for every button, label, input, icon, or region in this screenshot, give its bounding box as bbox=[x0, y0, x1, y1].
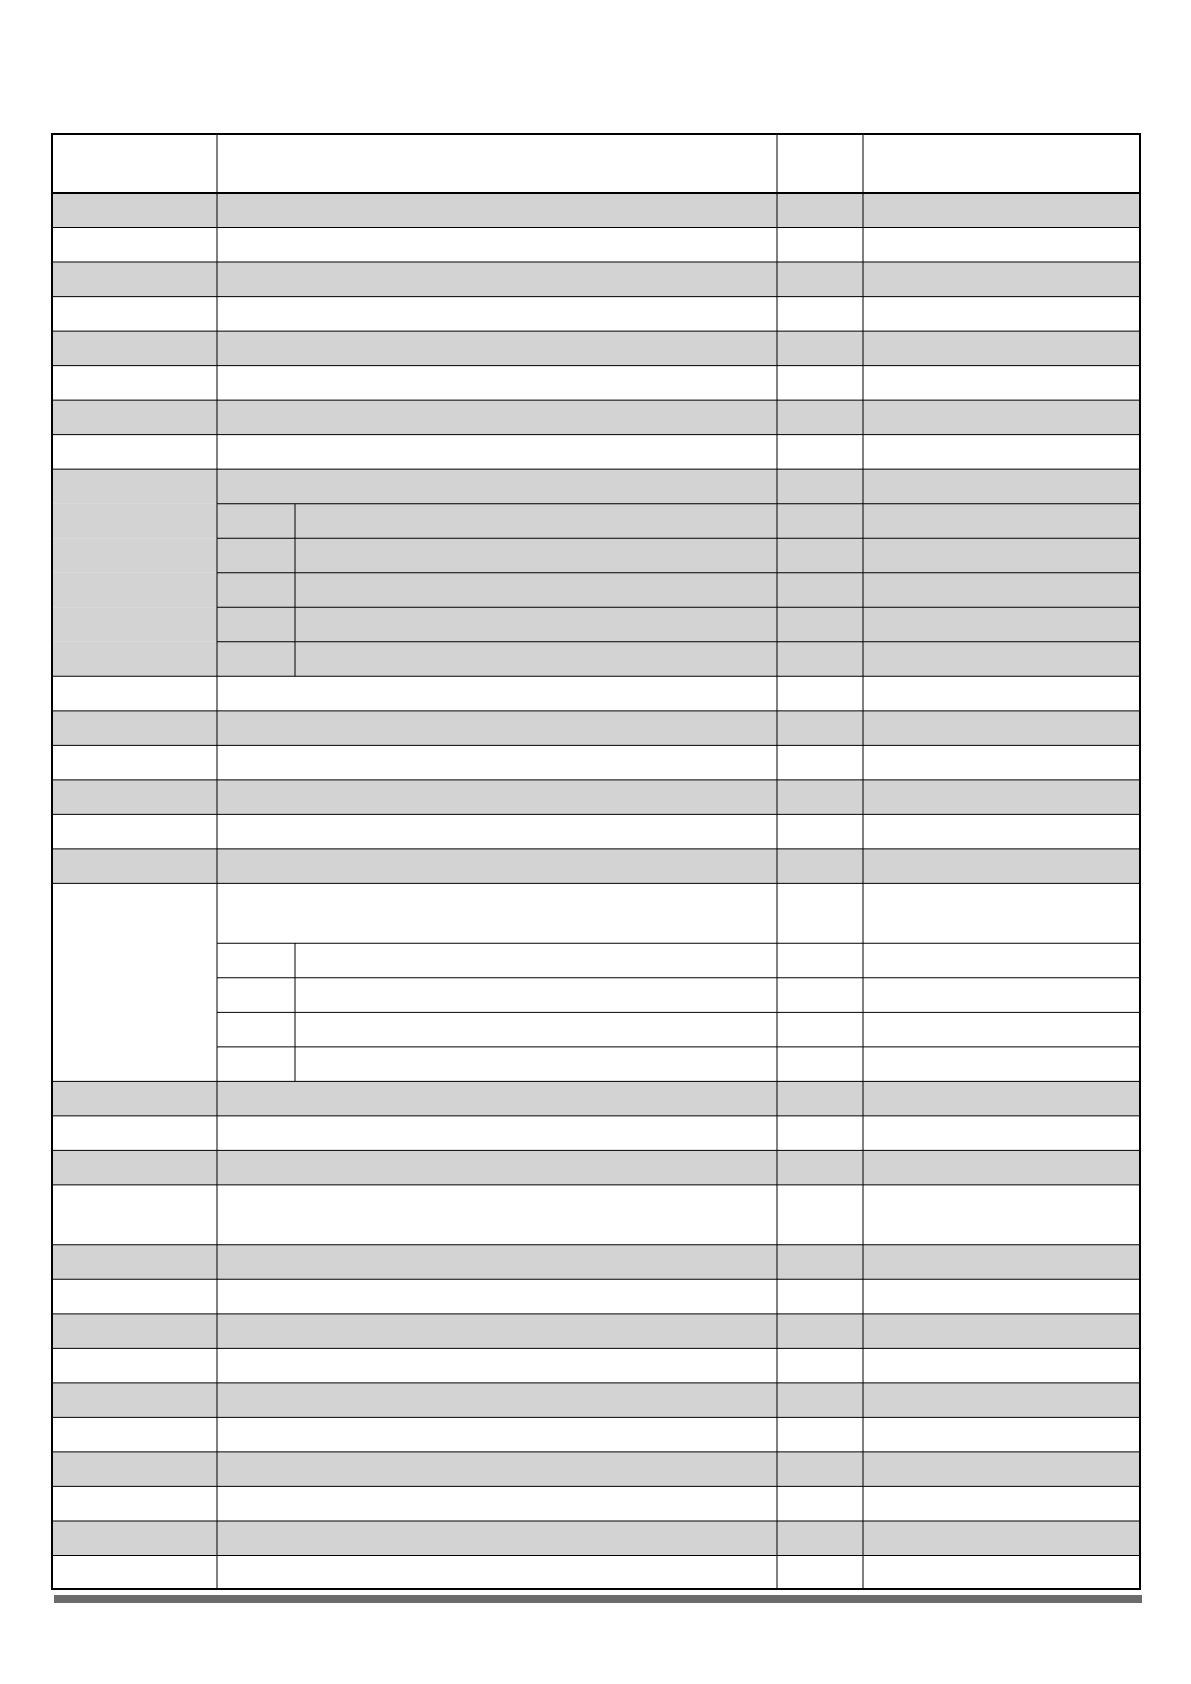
table-row-fill bbox=[51, 573, 1141, 608]
table-row-fill bbox=[51, 1314, 1141, 1349]
table-row-fill bbox=[51, 538, 1141, 573]
footer-rule bbox=[54, 1595, 1142, 1603]
table-row-fill bbox=[51, 193, 1141, 228]
document-page bbox=[51, 133, 1141, 1590]
form-table bbox=[51, 133, 1141, 1590]
table-row-fill bbox=[51, 1150, 1141, 1185]
table-row-fill bbox=[51, 607, 1141, 642]
table-row-fill bbox=[51, 1081, 1141, 1116]
table-row-fill bbox=[51, 504, 1141, 539]
table-row-fill bbox=[51, 1245, 1141, 1280]
table-row-fill bbox=[51, 1521, 1141, 1556]
table-row-fill bbox=[51, 1383, 1141, 1418]
table-row-fill bbox=[51, 849, 1141, 884]
table-row-fill bbox=[51, 469, 1141, 504]
table-row-fill bbox=[51, 780, 1141, 815]
table-row-fill bbox=[51, 1452, 1141, 1487]
table-row-fill bbox=[51, 642, 1141, 677]
table-row-fill bbox=[51, 711, 1141, 746]
table-row-fill bbox=[51, 400, 1141, 435]
table-row-fill bbox=[51, 331, 1141, 366]
table-row-fill bbox=[51, 262, 1141, 297]
